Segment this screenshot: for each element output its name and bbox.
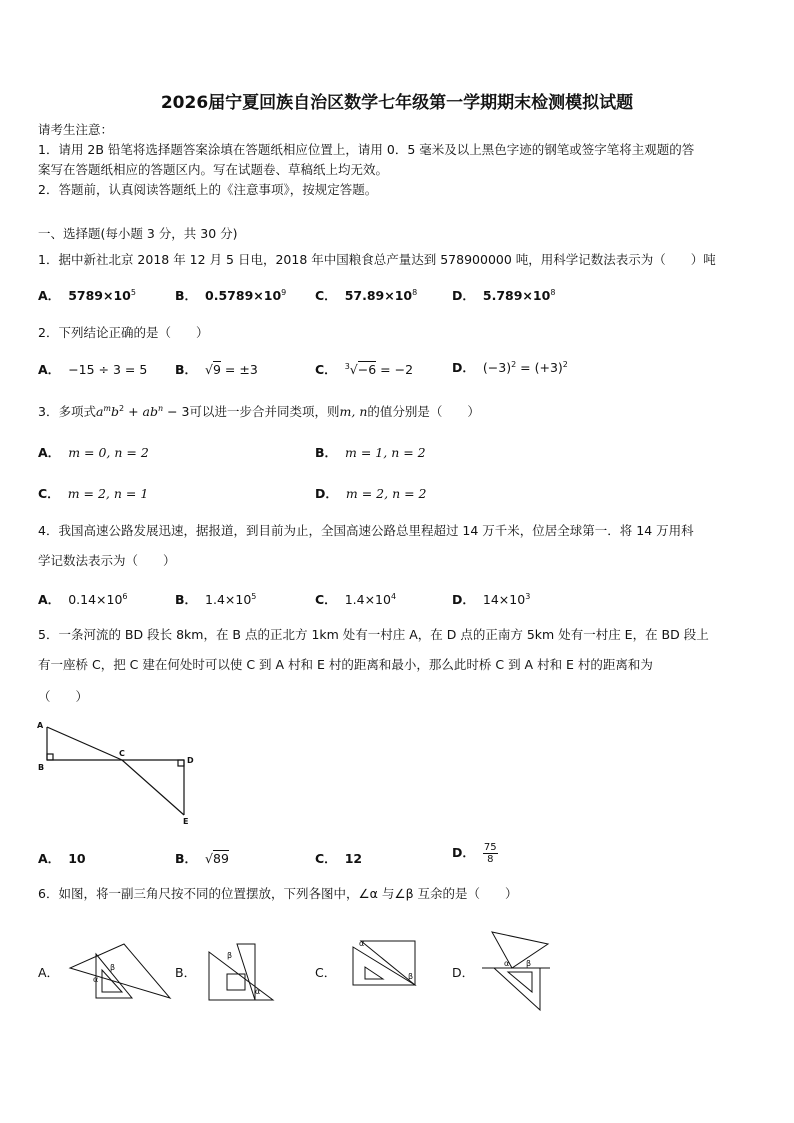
right-angle-b [47, 754, 53, 760]
svg-text:α: α [93, 975, 99, 984]
question-6-stem: 6．如图，将一副三角尺按不同的位置摆放，下列各图中，∠α 与∠β 互余的是（ ） [38, 886, 518, 901]
q6-figure-a[interactable] [66, 940, 174, 1005]
section-heading: 一、选择题(每小题 3 分，共 30 分) [38, 226, 238, 241]
q1-option-b[interactable]: B． $0.5789\times 10^9$ [175, 287, 287, 303]
notice-heading: 请考生注意： [38, 122, 114, 137]
svg-text:β: β [408, 972, 414, 981]
notice-line-1b: 案写在答题纸相应的答题区内。写在试题卷、草稿纸上均无效。 [38, 162, 389, 177]
q6-option-d-label[interactable]: D． [452, 965, 475, 980]
svg-text:β: β [227, 951, 233, 960]
question-2-stem: 2．下列结论正确的是（ ） [38, 325, 209, 340]
question-3-stem: 3．多项式$a^mb^2 + ab^n - 3$可以进一步合并同类项，则m, n的值分别是（ ） [38, 403, 480, 419]
q5-option-b[interactable]: B． √89 [175, 851, 229, 866]
q5-option-d[interactable]: D． $\frac{75}{8}$ [452, 842, 497, 865]
question-1-stem: 1．据中新社北京 2018 年 12 月 5 日电，2018 年中国粮食总产量达到 578900000 吨，用科学记数法表示为（ ）吨 [38, 252, 716, 267]
q2-option-c[interactable]: C． $^3$√−6 = −2 [315, 361, 414, 377]
question-5-stem-2: 有一座桥 C，把 C 建在何处时可以使 C 到 A 村和 E 村的距离和最小，那么此时桥 C 到 A 村和 E 村的距离和为 [38, 657, 653, 672]
svg-text:α: α [359, 939, 365, 948]
question-5-stem-1: 5．一条河流的 BD 段长 8km，在 B 点的正北方 1km 处有一村庄 A，在 D 点的正南方 5km 处有一村庄 E，在 BD 段上 [38, 627, 709, 642]
label-b: B [38, 763, 45, 772]
q3-option-b[interactable]: B． m = 1, n = 2 [315, 445, 426, 460]
q1-option-c[interactable]: C． $57.89\times 10^8$ [315, 287, 418, 303]
q3-option-d[interactable]: D． m = 2, n = 2 [315, 486, 427, 501]
q3-option-a[interactable]: A． m = 0, n = 2 [38, 445, 149, 460]
river-bridge-figure [34, 715, 204, 827]
q6-option-a-label[interactable]: A． [38, 965, 60, 980]
label-d: D [187, 756, 194, 765]
q6-option-c-label[interactable]: C． [315, 965, 337, 980]
q6-figure-c[interactable] [345, 935, 435, 995]
q1-option-d[interactable]: D． $5.789\times 10^8$ [452, 287, 556, 303]
question-4-stem-2: 学记数法表示为（ ） [38, 553, 176, 568]
q6-option-b-label[interactable]: B． [175, 965, 197, 980]
page-title: 2026届宁夏回族自治区数学七年级第一学期期末检测模拟试题 [160, 93, 634, 113]
q4-option-b[interactable]: B． $1.4\times 10^5$ [175, 591, 257, 607]
svg-text:α: α [504, 959, 510, 968]
q6-figure-d[interactable] [480, 928, 558, 1014]
svg-text:β: β [526, 959, 532, 968]
label-c: C [119, 749, 125, 758]
q4-option-a[interactable]: A． $0.14\times 10^6$ [38, 591, 128, 607]
q1-option-a[interactable]: A． $5789\times 10^5$ [38, 287, 136, 303]
question-5-stem-3: （ ） [38, 689, 89, 704]
segment-ce [122, 760, 184, 815]
label-e: E [183, 817, 189, 826]
svg-text:α: α [255, 987, 261, 996]
label-a: A [37, 721, 44, 730]
notice-line-1a: 1．请用 2B 铅笔将选择题答案涂填在答题纸相应位置上，请用 0．5 毫米及以上黑色字迹的钢笔或签字笔将主观题的答 [38, 142, 695, 157]
q3-option-c[interactable]: C． m = 2, n = 1 [38, 486, 149, 501]
q2-option-d[interactable]: D． $(-3)^2 = (+3)^2$ [452, 359, 568, 375]
right-angle-d [178, 760, 184, 766]
q4-option-d[interactable]: D． $14\times 10^3$ [452, 591, 531, 607]
q4-option-c[interactable]: C． $1.4\times 10^4$ [315, 591, 397, 607]
segment-ac [47, 727, 122, 760]
q6-figure-b[interactable] [203, 940, 275, 1005]
notice-line-2: 2．答题前，认真阅读答题纸上的《注意事项》，按规定答题。 [38, 182, 378, 197]
svg-text:β: β [110, 963, 116, 972]
q5-option-c[interactable]: C． 12 [315, 851, 363, 866]
question-4-stem-1: 4．我国高速公路发展迅速，据报道，到目前为止，全国高速公路总里程超过 14 万千米，位居全球第一．将 14 万用科 [38, 523, 694, 538]
q2-option-b[interactable]: B． √9 = ±3 [175, 362, 258, 377]
q5-option-a[interactable]: A． 10 [38, 851, 86, 866]
q2-option-a[interactable]: A． −15 ÷ 3 = 5 [38, 362, 148, 377]
